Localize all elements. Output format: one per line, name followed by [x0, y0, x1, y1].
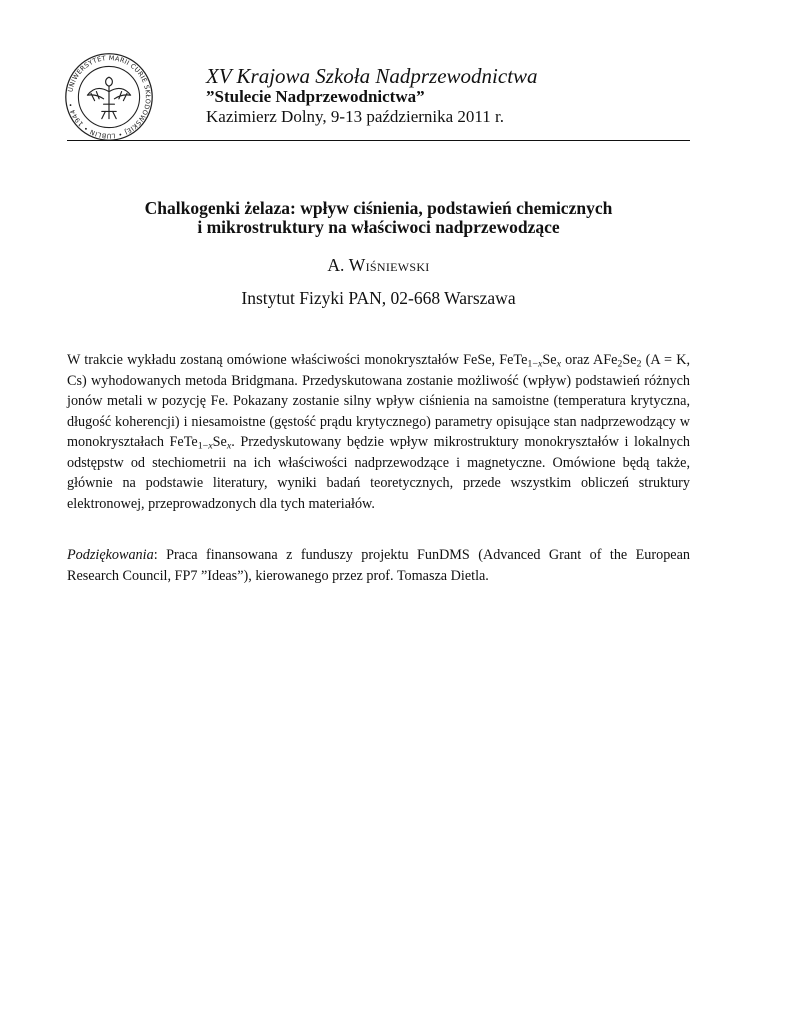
- formula-fete-se-2: $FeTe_{1-x}Se_x$: [169, 434, 232, 452]
- svg-text:UNIWERSYTET MARII CURIE SKŁODO: UNIWERSYTET MARII CURIE SKŁODOWSKIEJ • LUBLIN • 1944 •: [66, 53, 152, 140]
- header-rule: [67, 140, 690, 141]
- author-surname: Wiśniewski: [348, 255, 430, 275]
- conference-place-date: Kazimierz Dolny, 9-13 października 2011 r.: [206, 107, 505, 126]
- author: [67, 254, 690, 276]
- paper-title-line-2: i mikrostruktury na właściwoci nadprzewodzące: [197, 217, 560, 237]
- conference-title: XV Krajowa Szkoła Nadprzewodnictwa: [206, 64, 538, 88]
- acknowledgement-text: : Praca finansowana z funduszy projektu FunDMS (Advanced Grant of the European Research Council, FP7 ”Ideas”), kierowanego przez prof. Tomasza Dietla.: [67, 547, 690, 584]
- acknowledgement-paragraph: [67, 545, 690, 586]
- paper-title: [67, 199, 690, 237]
- author-initial: A.: [327, 255, 345, 275]
- conference-header: [206, 64, 686, 128]
- affiliation: Instytut Fizyki PAN, 02-668 Warszawa: [241, 288, 516, 308]
- conference-subtitle: ”Stulecie Nadprzewodnictwa”: [206, 87, 425, 106]
- university-seal-logo: [64, 52, 154, 142]
- formula-fete-se: $FeTe_{1-x}Se_x$: [499, 352, 561, 370]
- abstract-paragraph: W trakcie wykładu zostaną omówione właściwości monokryształów FeSe, $FeTe_{1-x}Se_x$ oraz $AFe_2Se_2$ (A = K, Cs) wyhodowanych metoda Bridgmana. Przedyskutowana zostanie możliwość (wpływ) podstawień różnych jonów metali w pozycję Fe. Pokazany zostanie silny wpływ ciśnienia na samoistne (temperatura krytyczna, długość koherencji) i niesamoistne (gęstość prądu krytycznego) parametry opisujące stan nadprzewodzący w monokryształach $FeTe_{1-x}Se_x$. Przedyskutowany będzie wpływ mikrostruktury monokryształów i lokalnych odstępstw od stechiometrii na ich właściwości nadprzewodzące i magnetyczne. Omówione będą także, głównie na podstawie literatury, wyniki badań teoretycznych, przede wszystkim obliczeń struktury elektronowej, przeprowadzonych dla tych materiałów.: [67, 352, 691, 512]
- acknowledgement-label: Podziękowania: [67, 547, 154, 563]
- formula-afe2se2: $AFe_2Se_2$: [592, 352, 642, 370]
- paper-title-line-1: Chalkogenki żelaza: wpływ ciśnienia, podstawień chemicznych: [144, 198, 613, 218]
